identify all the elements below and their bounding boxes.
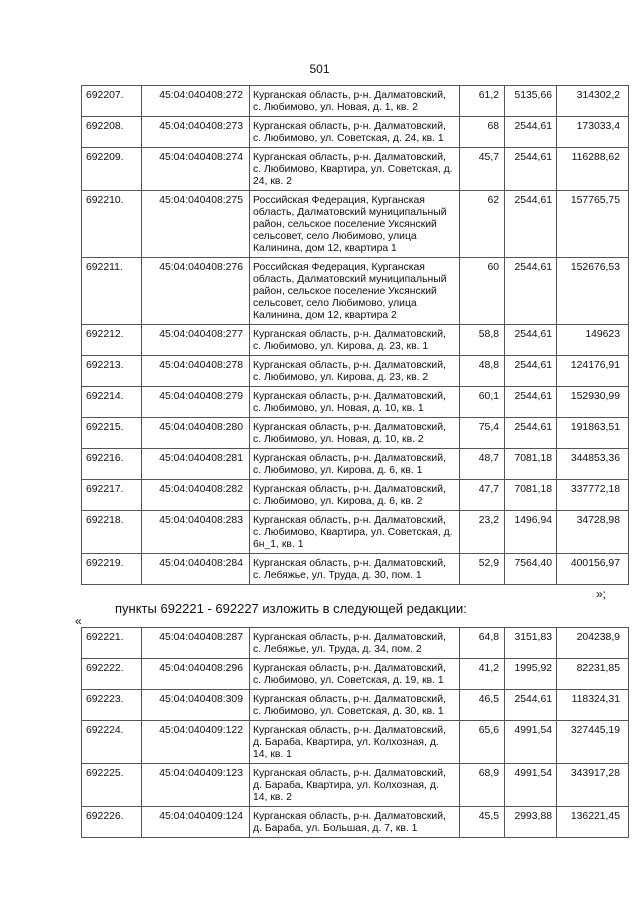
address-cell: Курганская область, р-н. Далматовский, с. Любимово, Квартира, ул. Советская, д. 6н_1, кв. 1 [250,511,460,554]
cadastral-value-cell: 118324,31 [557,690,629,721]
table-row [82,356,629,387]
row-number-cell: 692209. [82,148,142,191]
row-number-cell: 692225. [82,764,142,807]
cadastral-value-cell: 152676,53 [557,258,629,325]
cadastral-number-cell: 45:04:040408:283 [142,511,250,554]
cadastral-value-cell: 149623 [557,325,629,356]
area-cell: 58,8 [460,325,505,356]
area-cell: 45,5 [460,807,505,838]
address-cell: Курганская область, р-н. Далматовский, с. Лебяжье, ул. Труда, д. 30, пом. 1 [250,554,460,585]
row-number-cell: 692208. [82,117,142,148]
cadastral-number-cell: 45:04:040408:272 [142,86,250,117]
row-number-cell: 692214. [82,387,142,418]
cadastral-number-cell: 45:04:040409:124 [142,807,250,838]
address-cell: Курганская область, р-н. Далматовский, д. Бараба, Квартира, ул. Колхозная, д. 14, кв. 1 [250,721,460,764]
address-cell: Российская Федерация, Курганская область, Далматовский муниципальный район, сельское поселение Уксянский сельсовет, село Любимово, улица Калинина, дом 12, квартира 1 [250,191,460,258]
area-cell: 48,7 [460,449,505,480]
cadastral-value-cell: 337772,18 [557,480,629,511]
row-number-cell: 692210. [82,191,142,258]
area-cell: 60 [460,258,505,325]
table-row [82,480,629,511]
address-cell: Курганская область, р-н. Далматовский, с. Любимово, ул. Новая, д. 10, кв. 1 [250,387,460,418]
table-row [82,659,629,690]
cadastral-number-cell: 45:04:040408:274 [142,148,250,191]
table-row [82,418,629,449]
address-cell: Курганская область, р-н. Далматовский, д. Бараба, Квартира, ул. Колхозная, д. 14, кв. 2 [250,764,460,807]
unit-price-cell: 4991,54 [505,721,557,764]
cadastral-number-cell: 45:04:040408:275 [142,191,250,258]
address-cell: Курганская область, р-н. Далматовский, с. Любимово, Квартира, ул. Советская, д. 24, кв. 2 [250,148,460,191]
unit-price-cell: 2544,61 [505,191,557,258]
cadastral-number-cell: 45:04:040408:309 [142,690,250,721]
cadastral-value-cell: 191863,51 [557,418,629,449]
row-number-cell: 692212. [82,325,142,356]
cadastral-value-cell: 116288,62 [557,148,629,191]
cadastral-value-cell: 327445,19 [557,721,629,764]
cadastral-number-cell: 45:04:040408:282 [142,480,250,511]
unit-price-cell: 5135,66 [505,86,557,117]
table-row [82,86,629,117]
area-cell: 61,2 [460,86,505,117]
cadastral-number-cell: 45:04:040408:276 [142,258,250,325]
cadastral-value-cell: 82231,85 [557,659,629,690]
unit-price-cell: 2544,61 [505,387,557,418]
property-table-1 [81,85,629,585]
unit-price-cell: 2544,61 [505,356,557,387]
cadastral-number-cell: 45:04:040408:284 [142,554,250,585]
area-cell: 23,2 [460,511,505,554]
table-row [82,690,629,721]
row-number-cell: 692219. [82,554,142,585]
amendment-paragraph: пункты 692221 - 692227 изложить в следующей редакции: [115,601,467,616]
area-cell: 52,9 [460,554,505,585]
unit-price-cell: 2544,61 [505,148,557,191]
address-cell: Курганская область, р-н. Далматовский, с. Любимово, ул. Советская, д. 24, кв. 1 [250,117,460,148]
table-row [82,148,629,191]
unit-price-cell: 2544,61 [505,690,557,721]
row-number-cell: 692226. [82,807,142,838]
area-cell: 60,1 [460,387,505,418]
row-number-cell: 692221. [82,628,142,659]
row-number-cell: 692215. [82,418,142,449]
cadastral-number-cell: 45:04:040408:296 [142,659,250,690]
area-cell: 75,4 [460,418,505,449]
unit-price-cell: 7564,40 [505,554,557,585]
table-row [82,117,629,148]
unit-price-cell: 2544,61 [505,258,557,325]
table-row [82,387,629,418]
page-number: 501 [309,62,330,76]
row-number-cell: 692211. [82,258,142,325]
cadastral-value-cell: 314302,2 [557,86,629,117]
row-number-cell: 692222. [82,659,142,690]
address-cell: Курганская область, р-н. Далматовский, с. Любимово, ул. Новая, д. 1, кв. 2 [250,86,460,117]
area-cell: 62 [460,191,505,258]
unit-price-cell: 2544,61 [505,418,557,449]
unit-price-cell: 1995,92 [505,659,557,690]
address-cell: Курганская область, р-н. Далматовский, с. Любимово, ул. Советская, д. 30, кв. 1 [250,690,460,721]
cadastral-number-cell: 45:04:040409:122 [142,721,250,764]
row-number-cell: 692224. [82,721,142,764]
cadastral-number-cell: 45:04:040408:287 [142,628,250,659]
row-number-cell: 692223. [82,690,142,721]
row-number-cell: 692218. [82,511,142,554]
cadastral-value-cell: 400156,97 [557,554,629,585]
table-row [82,191,629,258]
address-cell: Курганская область, р-н. Далматовский, с. Любимово, ул. Кирова, д. 23, кв. 2 [250,356,460,387]
cadastral-number-cell: 45:04:040408:280 [142,418,250,449]
area-cell: 45,7 [460,148,505,191]
cadastral-value-cell: 173033,4 [557,117,629,148]
unit-price-cell: 7081,18 [505,449,557,480]
unit-price-cell: 2993,88 [505,807,557,838]
area-cell: 48,8 [460,356,505,387]
cadastral-value-cell: 157765,75 [557,191,629,258]
row-number-cell: 692213. [82,356,142,387]
unit-price-cell: 4991,54 [505,764,557,807]
cadastral-value-cell: 343917,28 [557,764,629,807]
unit-price-cell: 3151,83 [505,628,557,659]
table-row [82,721,629,764]
area-cell: 47,7 [460,480,505,511]
table-row [82,807,629,838]
cadastral-number-cell: 45:04:040408:273 [142,117,250,148]
address-cell: Курганская область, р-н. Далматовский, с. Любимово, ул. Кирова, д. 6, кв. 2 [250,480,460,511]
address-cell: Курганская область, р-н. Далматовский, д. Бараба, ул. Большая, д. 7, кв. 1 [250,807,460,838]
area-cell: 41,2 [460,659,505,690]
opening-quote-mark: « [75,614,82,628]
area-cell: 64,8 [460,628,505,659]
row-number-cell: 692207. [82,86,142,117]
address-cell: Российская Федерация, Курганская область, Далматовский муниципальный район, сельское поселение Уксянский сельсовет, село Любимово, улица Калинина, дом 12, квартира 2 [250,258,460,325]
address-cell: Курганская область, р-н. Далматовский, с. Любимово, ул. Кирова, д. 6, кв. 1 [250,449,460,480]
area-cell: 65,6 [460,721,505,764]
cadastral-value-cell: 152930,99 [557,387,629,418]
table-row [82,258,629,325]
table-row [82,449,629,480]
cadastral-value-cell: 136221,45 [557,807,629,838]
cadastral-number-cell: 45:04:040408:281 [142,449,250,480]
area-cell: 68 [460,117,505,148]
cadastral-number-cell: 45:04:040408:279 [142,387,250,418]
cadastral-number-cell: 45:04:040408:277 [142,325,250,356]
cadastral-value-cell: 204238,9 [557,628,629,659]
address-cell: Курганская область, р-н. Далматовский, с. Любимово, ул. Кирова, д. 23, кв. 1 [250,325,460,356]
cadastral-number-cell: 45:04:040409:123 [142,764,250,807]
table-row [82,511,629,554]
unit-price-cell: 7081,18 [505,480,557,511]
address-cell: Курганская область, р-н. Далматовский, с. Любимово, ул. Советская, д. 19, кв. 1 [250,659,460,690]
property-table-2 [81,627,629,838]
cadastral-number-cell: 45:04:040408:278 [142,356,250,387]
unit-price-cell: 2544,61 [505,117,557,148]
address-cell: Курганская область, р-н. Далматовский, с. Любимово, ул. Новая, д. 10, кв. 2 [250,418,460,449]
cadastral-value-cell: 344853,36 [557,449,629,480]
table-row [82,554,629,585]
area-cell: 68,9 [460,764,505,807]
unit-price-cell: 2544,61 [505,325,557,356]
table-row [82,764,629,807]
row-number-cell: 692217. [82,480,142,511]
cadastral-value-cell: 34728,98 [557,511,629,554]
address-cell: Курганская область, р-н. Далматовский, с. Лебяжье, ул. Труда, д. 34, пом. 2 [250,628,460,659]
row-number-cell: 692216. [82,449,142,480]
cadastral-value-cell: 124176,91 [557,356,629,387]
closing-quote-mark: »; [596,587,607,601]
table-row [82,325,629,356]
table-row [82,628,629,659]
unit-price-cell: 1496,94 [505,511,557,554]
area-cell: 46,5 [460,690,505,721]
